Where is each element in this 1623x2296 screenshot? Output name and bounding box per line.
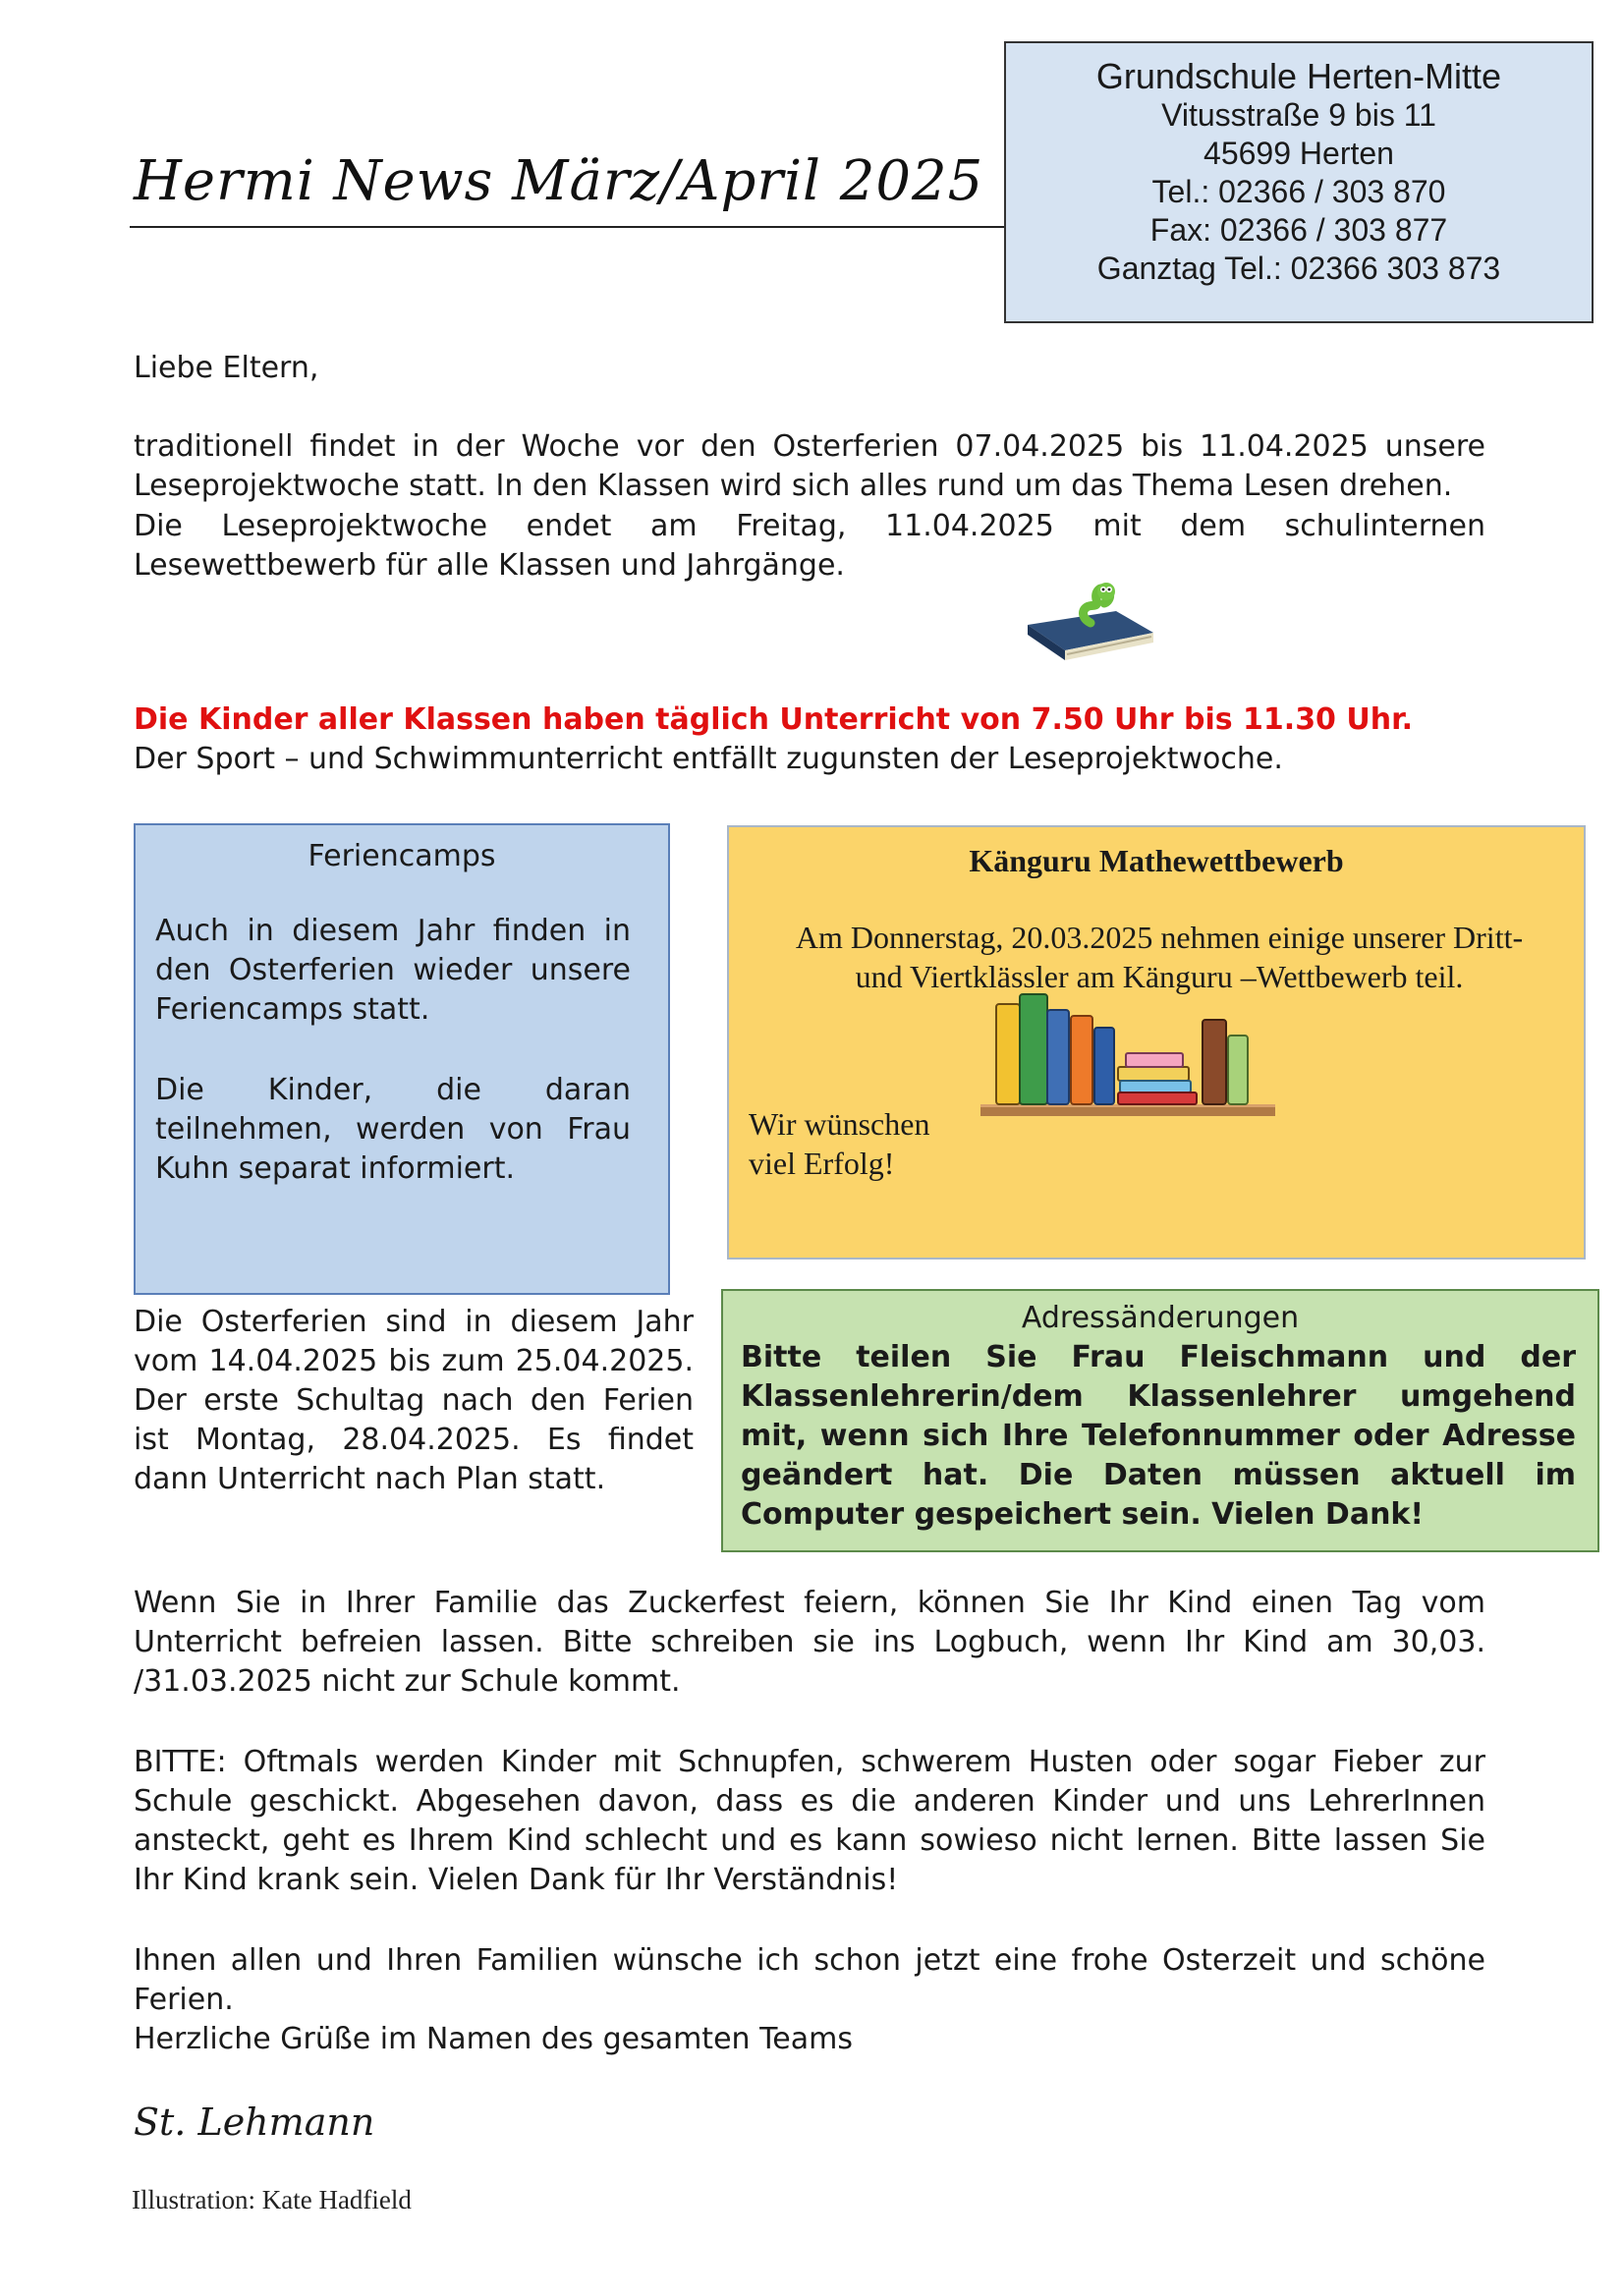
feriencamps-title: Feriencamps [308,839,496,873]
wishes-paragraph: Ihnen allen und Ihren Familien wünsche ich schon jetzt eine frohe Osterzeit und schöne Ferien. [134,1943,1485,2017]
kanguru-text: Am Donnerstag, 20.03.2025 nehmen einige unserer Dritt- und Viertklässler am Känguru –Wettbewerb teil. [795,920,1524,994]
sport-notice: Der Sport – und Schwimmunterricht entfällt zugunsten der Leseprojektwoche. [134,742,1283,776]
school-tel: Tel.: 02366 / 303 870 [1151,174,1446,209]
regards-line: Herzliche Grüße im Namen des gesamten Teams [134,2022,853,2056]
kanguru-wish: Wir wünschen viel Erfolg! [749,1106,930,1181]
title-underline [130,226,1006,228]
feriencamps-paragraph-2: Die Kinder, die daran teilnehmen, werden von Frau Kuhn separat informiert. [155,1073,631,1186]
feriencamps-paragraph-1: Auch in diesem Jahr finden in den Osterferien wieder unsere Feriencamps statt. [155,914,631,1027]
school-fax: Fax: 02366 / 303 877 [1149,212,1448,248]
school-city: 45699 Herten [1203,136,1394,171]
address-change-box [721,1289,1599,1552]
newsletter-title: Hermi News März/April 2025 [134,149,984,213]
zuckerfest-paragraph: Wenn Sie in Ihrer Familie das Zuckerfest feiern, können Sie Ihr Kind einen Tag vom Unterricht befreien lassen. Bitte schreiben sie ins Logbuch, wenn Ihr Kind am 30,03. /31.03.2025 nicht zur Schule kommt. [134,1586,1485,1699]
osterferien-paragraph: Die Osterferien sind in diesem Jahr vom 14.04.2025 bis zum 25.04.2025. Der erste Schultag nach den Ferien ist Montag, 28.04.2025. Es findet dann Unterricht nach Plan statt. [134,1305,694,1496]
kanguru-title: Känguru Mathewettbewerb [969,843,1344,878]
school-street: Vitusstraße 9 bis 11 [1161,97,1436,133]
kanguru-box [727,825,1586,1260]
signature: St. Lehmann [134,2100,375,2144]
feriencamps-box [134,823,670,1295]
school-ganztag-tel: Ganztag Tel.: 02366 303 873 [1096,251,1501,286]
intro-paragraph-2: Die Leseprojektwoche endet am Freitag, 11.04.2025 mit dem schulinternen Lesewettbewerb für alle Klassen und Jahrgänge. [134,509,1485,583]
bitte-paragraph: BITTE: Oftmals werden Kinder mit Schnupfen, schwerem Husten oder sogar Fieber zur Schule geschickt. Abgesehen davon, dass es die anderen Kinder und uns LehrerInnen ansteckt, geht es Ihrem Kind schlecht und es kann sowieso nicht lernen. Bitte lassen Sie Ihr Kind krank sein. Vielen Dank für Ihr Verständnis! [134,1745,1485,1897]
address-change-title: Adressänderungen [1021,1301,1300,1335]
school-address-box [1004,41,1594,323]
bookworm-on-book-icon [1022,582,1159,662]
greeting: Liebe Eltern, [134,351,319,385]
intro-paragraph-1: traditionell findet in der Woche vor den Osterferien 07.04.2025 bis 11.04.2025 unsere Leseprojektwoche statt. In den Klassen wird sich alles rund um das Thema Lesen drehen. [134,429,1485,503]
school-name: Grundschule Herten-Mitte [1095,56,1502,96]
bookshelf-icon [975,984,1279,1122]
address-change-text: Bitte teilen Sie Frau Fleischmann und der Klassenlehrerin/dem Klassenlehrer umgehend mit, wenn sich Ihre Telefonnummer oder Adresse geändert hat. Die Daten müssen aktuell im Computer gespeichert sein. Vielen Dank! [741,1340,1576,1532]
illustration-credit: Illustration: Kate Hadfield [132,2185,412,2214]
school-hours-notice: Die Kinder aller Klassen haben täglich Unterricht von 7.50 Uhr bis 11.30 Uhr. [134,702,1414,737]
